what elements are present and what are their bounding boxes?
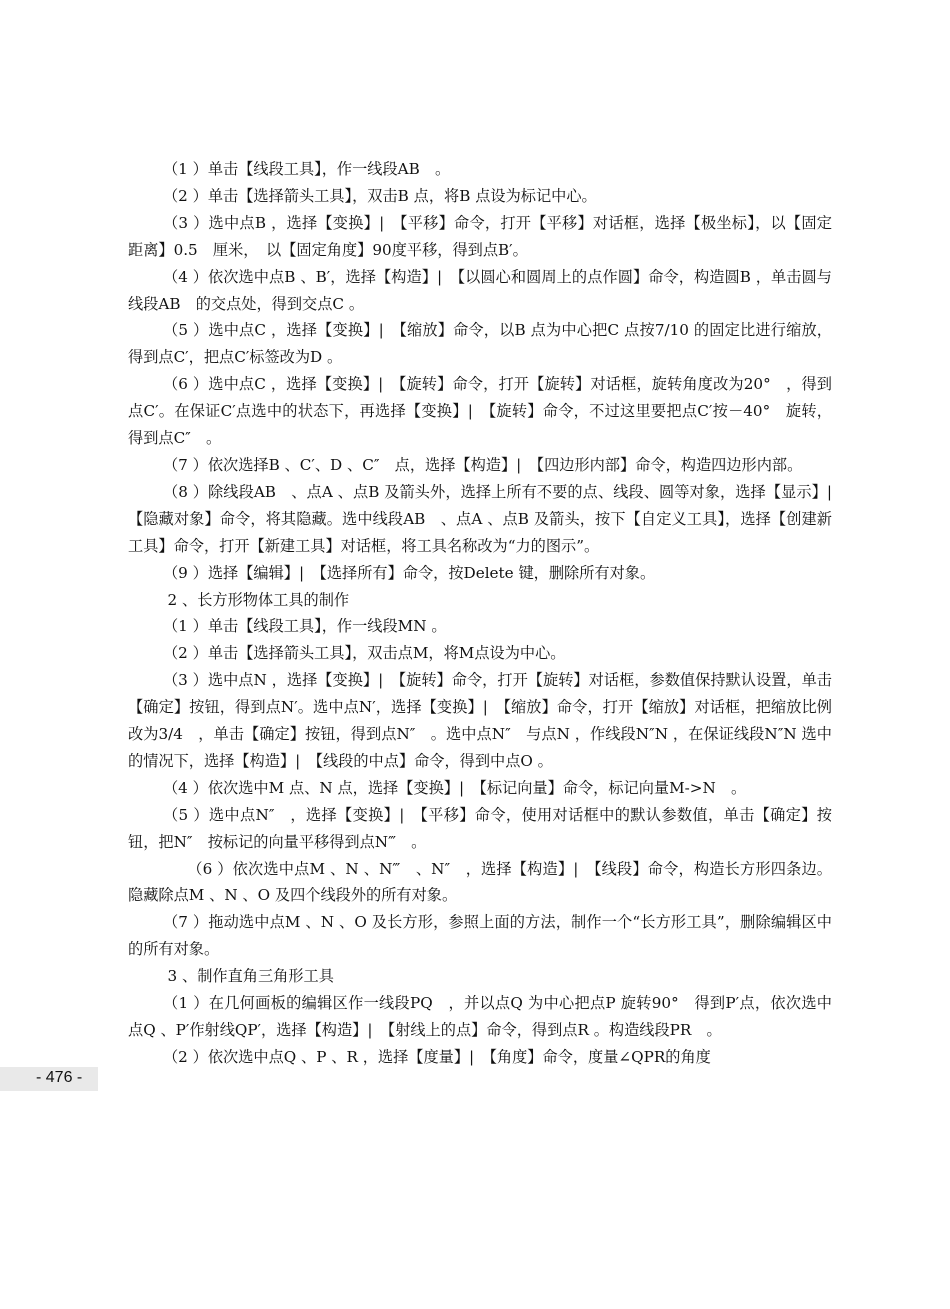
paragraph: （2 ）依次选中点Q 、P 、R ，选择【度量】| 【角度】命令，度量∠QPR的角度	[162, 1047, 711, 1066]
paragraph: （6 ）依次选中点M 、N 、N‴ 、N″ ，选择【构造】| 【线段】命令，构造长方形四条边。隐藏除点M 、N 、O 及四个线段外的所有对象。	[128, 859, 832, 905]
paragraph: （4 ）依次选中M 点、N 点，选择【变换】| 【标记向量】命令，标记向量M->N 。	[162, 778, 747, 797]
paragraph: （1 ）单击【线段工具】，作一线段AB 。	[162, 160, 451, 178]
document-body	[128, 156, 848, 1071]
section-heading: 2 、长方形物体工具的制作	[167, 590, 350, 609]
paragraph: （1 ）单击【线段工具】，作一线段MN 。	[162, 617, 447, 636]
paragraph: （5 ）选中点N″ ，选择【变换】| 【平移】命令，使用对话框中的默认参数值，单击【确定】按钮，把N″ 按标记的向量平移得到点N‴ 。	[128, 805, 832, 851]
paragraph: （9 ）选择【编辑】| 【选择所有】命令，按Delete 键，删除所有对象。	[162, 563, 656, 582]
paragraph: （1 ）在几何画板的编辑区作一线段PQ ，并以点Q 为中心把点P 旋转90° 得到P′点，依次选中点Q 、P′作射线QP′，选择【构造】| 【射线上的点】命令，得到点R 。构造线段PR 。	[128, 994, 832, 1039]
paragraph: （7 ）依次选择B 、C′、D 、C″ 点，选择【构造】| 【四边形内部】命令，构造四边形内部。	[162, 455, 803, 474]
section-heading: 3 、制作直角三角形工具	[167, 967, 334, 986]
page-number: - 476 -	[36, 1069, 83, 1086]
paragraph: （5 ）选中点C ，选择【变换】| 【缩放】命令，以B 点为中心把C 点按7/10 的固定比进行缩放，得到点C′，把点C′标签改为D 。	[128, 321, 832, 367]
paragraph: （7 ）拖动选中点M 、N 、O 及长方形，参照上面的方法，制作一个“长方形工具”，删除编辑区中的所有对象。	[128, 913, 832, 959]
paragraph: （2 ）单击【选择箭头工具】，双击B 点，将B 点设为标记中心。	[162, 186, 597, 205]
paragraph: （3 ）选中点N ，选择【变换】| 【旋转】命令，打开【旋转】对话框，参数值保持默认设置，单击【确定】按钮，得到点N′。选中点N′，选择【变换】| 【缩放】命令，打开【缩放】对话框，把缩放比例改为3/4 ，单击【确定】按钮，得到点N″ 。选中点N″ 与点N ，作线段N″N ，在保证线段N″N 选中的情况下，选择【构造】| 【线段的中点】命令，得到中点O 。	[128, 671, 832, 770]
paragraph: （4 ）依次选中点B 、B′，选择【构造】| 【以圆心和圆周上的点作圆】命令，构造圆B ，单击圆与线段AB 的交点处，得到交点C 。	[128, 267, 832, 313]
paragraph: （2 ）单击【选择箭头工具】，双击点M，将M点设为中心。	[162, 644, 566, 663]
paragraph: （3 ）选中点B ，选择【变换】| 【平移】命令，打开【平移】对话框，选择【极坐标】，以【固定距离】0.5 厘米， 以【固定角度】90度平移，得到点B′。	[128, 213, 832, 259]
paragraph: （6 ）选中点C ，选择【变换】| 【旋转】命令，打开【旋转】对话框，旋转角度改为20° ，得到点C′。在保证C′点选中的状态下，再选择【变换】| 【旋转】命令，不过这里要把点C′按－40° 旋转，得到点C″ 。	[128, 375, 832, 448]
paragraph: （8 ）除线段AB 、点A 、点B 及箭头外，选择上所有不要的点、线段、圆等对象，选择【显示】| 【隐藏对象】命令，将其隐藏。选中线段AB 、点A 、点B 及箭头，按下【自定义工具】，选择【创建新工具】命令，打开【新建工具】对话框，将工具名称改为“力的图示”。	[128, 482, 848, 555]
